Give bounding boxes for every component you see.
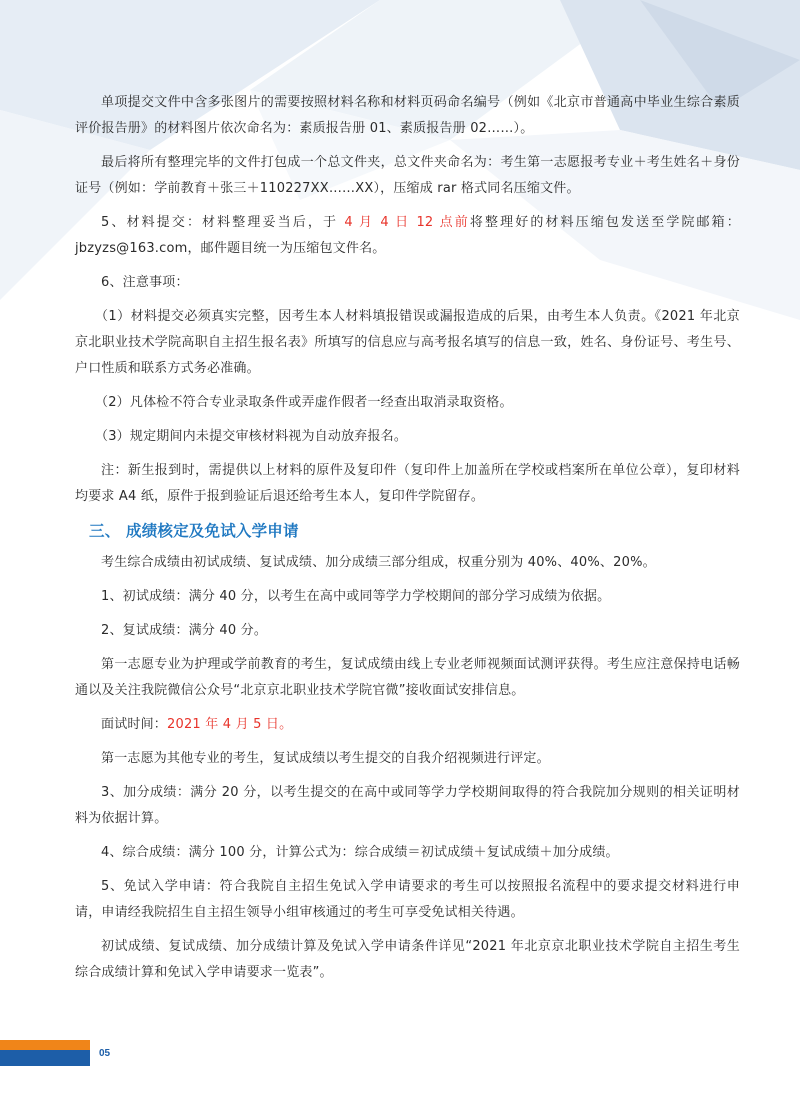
paragraph bbox=[75, 712, 740, 738]
text-run: 4、综合成绩：满分 100 分，计算公式为：综合成绩＝初试成绩＋复试成绩＋加分成绩。 bbox=[101, 845, 619, 860]
paragraph bbox=[75, 746, 740, 772]
paragraph bbox=[75, 270, 740, 296]
text-run: 将整理好的材料压缩包发送至学院邮箱：jbzyzs@163.com，邮件题目统一为压缩包文件名。 bbox=[75, 215, 740, 256]
paragraph bbox=[75, 618, 740, 644]
instructions-block bbox=[75, 90, 740, 510]
paragraph bbox=[75, 424, 740, 450]
paragraph bbox=[75, 90, 740, 142]
footer-orange-bar bbox=[0, 1040, 90, 1050]
page-footer bbox=[0, 1040, 800, 1093]
paragraph bbox=[75, 304, 740, 382]
paragraph bbox=[75, 550, 740, 576]
text-run: 面试时间： bbox=[101, 717, 168, 732]
page-number: 05 bbox=[99, 1048, 111, 1059]
text-run: 初试成绩、复试成绩、加分成绩计算及免试入学申请条件详见“2021 年北京京北职业技术学院自主招生考生综合成绩计算和免试入学申请要求一览表”。 bbox=[75, 939, 740, 980]
text-run: 考生综合成绩由初试成绩、复试成绩、加分成绩三部分组成，权重分别为 40%、40%、20%。 bbox=[101, 555, 656, 570]
paragraph bbox=[75, 150, 740, 202]
paragraph bbox=[75, 780, 740, 832]
highlighted-text: 4 月 4 日 12 点前 bbox=[344, 215, 470, 230]
text-run: （3）规定期间内未提交审核材料视为自动放弃报名。 bbox=[95, 429, 408, 444]
paragraph bbox=[75, 458, 740, 510]
text-run: 最后将所有整理完毕的文件打包成一个总文件夹，总文件夹命名为：考生第一志愿报考专业＋考生姓名＋身份证号（例如：学前教育＋张三＋110227XX……XX），压缩成 rar 格式同名压缩文件。 bbox=[75, 155, 740, 196]
text-run: 5、免试入学申请：符合我院自主招生免试入学申请要求的考生可以按照报名流程中的要求提交材料进行申请，申请经我院招生自主招生领导小组审核通过的考生可享受免试相关待遇。 bbox=[75, 879, 740, 920]
text-run: 单项提交文件中含多张图片的需要按照材料名称和材料页码命名编号（例如《北京市普通高中毕业生综合素质评价报告册》的材料图片依次命名为：素质报告册 01、素质报告册 02……）。 bbox=[75, 95, 740, 136]
paragraph bbox=[75, 840, 740, 866]
text-run: 第一志愿为其他专业的考生，复试成绩以考生提交的自我介绍视频进行评定。 bbox=[101, 751, 550, 766]
text-run: （1）材料提交必须真实完整，因考生本人材料填报错误或漏报造成的后果，由考生本人负责。《2021 年北京京北职业技术学院高职自主招生报名表》所填写的信息应与高考报名填写的信息一致，姓名、身份证号、考生号、户口性质和联系方式务必准确。 bbox=[75, 309, 740, 376]
text-run: 第一志愿专业为护理或学前教育的考生，复试成绩由线上专业老师视频面试测评获得。考生应注意保持电话畅通以及关注我院微信公众号“北京京北职业技术学院官微”接收面试安排信息。 bbox=[75, 657, 740, 698]
text-run: 1、初试成绩：满分 40 分，以考生在高中或同等学力学校期间的部分学习成绩为依据。 bbox=[101, 589, 611, 604]
text-run: （2）凡体检不符合专业录取条件或弄虚作假者一经查出取消录取资格。 bbox=[95, 395, 513, 410]
text-run: 注：新生报到时，需提供以上材料的原件及复印件（复印件上加盖所在学校或档案所在单位公章），复印材料均要求 A4 纸，原件于报到验证后退还给考生本人，复印件学院留存。 bbox=[75, 463, 740, 504]
text-run: 3、加分成绩：满分 20 分，以考生提交的在高中或同等学力学校期间取得的符合我院加分规则的相关证明材料为依据计算。 bbox=[75, 785, 740, 826]
footer-blue-bar bbox=[0, 1050, 90, 1066]
paragraph bbox=[75, 390, 740, 416]
paragraph bbox=[75, 210, 740, 262]
paragraph bbox=[75, 934, 740, 986]
section-heading: 三、 成绩核定及免试入学申请 bbox=[89, 522, 299, 540]
score-section-block bbox=[75, 550, 740, 986]
text-run: 5、材料提交：材料整理妥当后，于 bbox=[101, 215, 345, 230]
paragraph bbox=[75, 874, 740, 926]
paragraph bbox=[75, 584, 740, 610]
page-content bbox=[75, 90, 740, 994]
text-run: 6、注意事项： bbox=[101, 275, 189, 290]
highlighted-text: 2021 年 4 月 5 日。 bbox=[167, 717, 293, 732]
paragraph bbox=[75, 652, 740, 704]
text-run: 2、复试成绩：满分 40 分。 bbox=[101, 623, 268, 638]
